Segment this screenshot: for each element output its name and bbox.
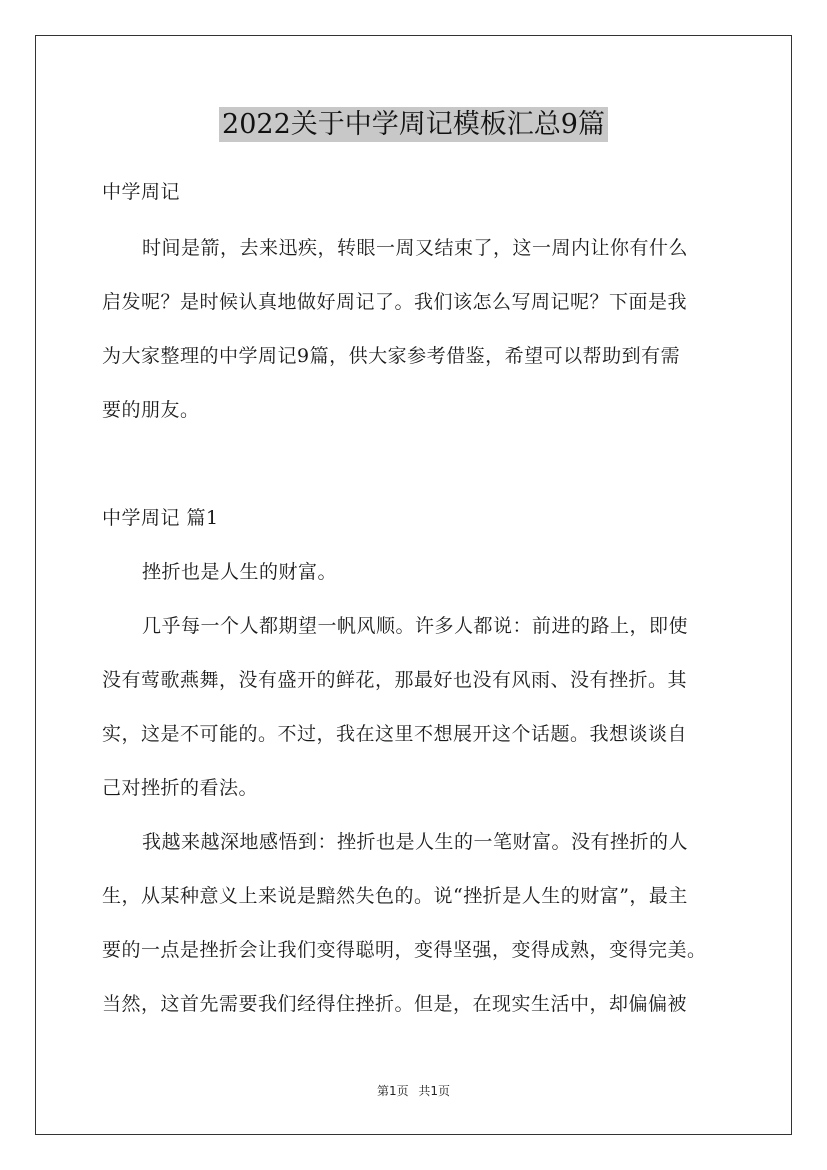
section1-p2-line-3: 实，这是不可能的。不过，我在这里不想展开这个话题。我想谈谈自: [102, 723, 688, 745]
section1-p2-line-1: 几乎每一个人都期望一帆风顺。许多人都说：前进的路上，即使: [142, 615, 689, 637]
section1-p3-line-1: 我越来越深地感悟到：挫折也是人生的一笔财富。没有挫折的人: [142, 831, 689, 853]
section1-p1: 挫折也是人生的财富。: [142, 561, 338, 583]
intro-heading: 中学周记: [102, 181, 181, 203]
intro-line-4: 要的朋友。: [102, 399, 200, 421]
intro-line-2: 启发呢？是时候认真地做好周记了。我们该怎么写周记呢？下面是我: [102, 291, 688, 313]
document-title-wrap: [0, 102, 827, 141]
section1-p2-line-4: 己对挫折的看法。: [102, 777, 259, 799]
section1-p3-line-3: 要的一点是挫折会让我们变得聪明，变得坚强，变得成熟，变得完美。: [102, 939, 707, 961]
section1-heading: 中学周记 篇1: [102, 507, 219, 529]
intro-line-3: 为大家整理的中学周记9篇，供大家参考借鉴，希望可以帮助到有需: [102, 345, 681, 367]
section1-p3-line-4: 当然，这首先需要我们经得住挫折。但是，在现实生活中，却偏偏被: [102, 993, 688, 1015]
intro-line-1: 时间是箭，去来迅疾，转眼一周又结束了，这一周内让你有什么: [142, 237, 689, 259]
document-title: 2022关于中学周记模板汇总9篇: [219, 107, 608, 142]
page-footer: [0, 1082, 827, 1099]
footer-total-pages: 共1页: [418, 1084, 451, 1098]
section1-p2-line-2: 没有莺歌燕舞，没有盛开的鲜花，那最好也没有风雨、没有挫折。其: [102, 669, 688, 691]
section1-p3-line-2: 生，从某种意义上来说是黯然失色的。说“挫折是人生的财富”，最主: [102, 885, 688, 907]
footer-page-number: 第1页: [376, 1084, 409, 1098]
